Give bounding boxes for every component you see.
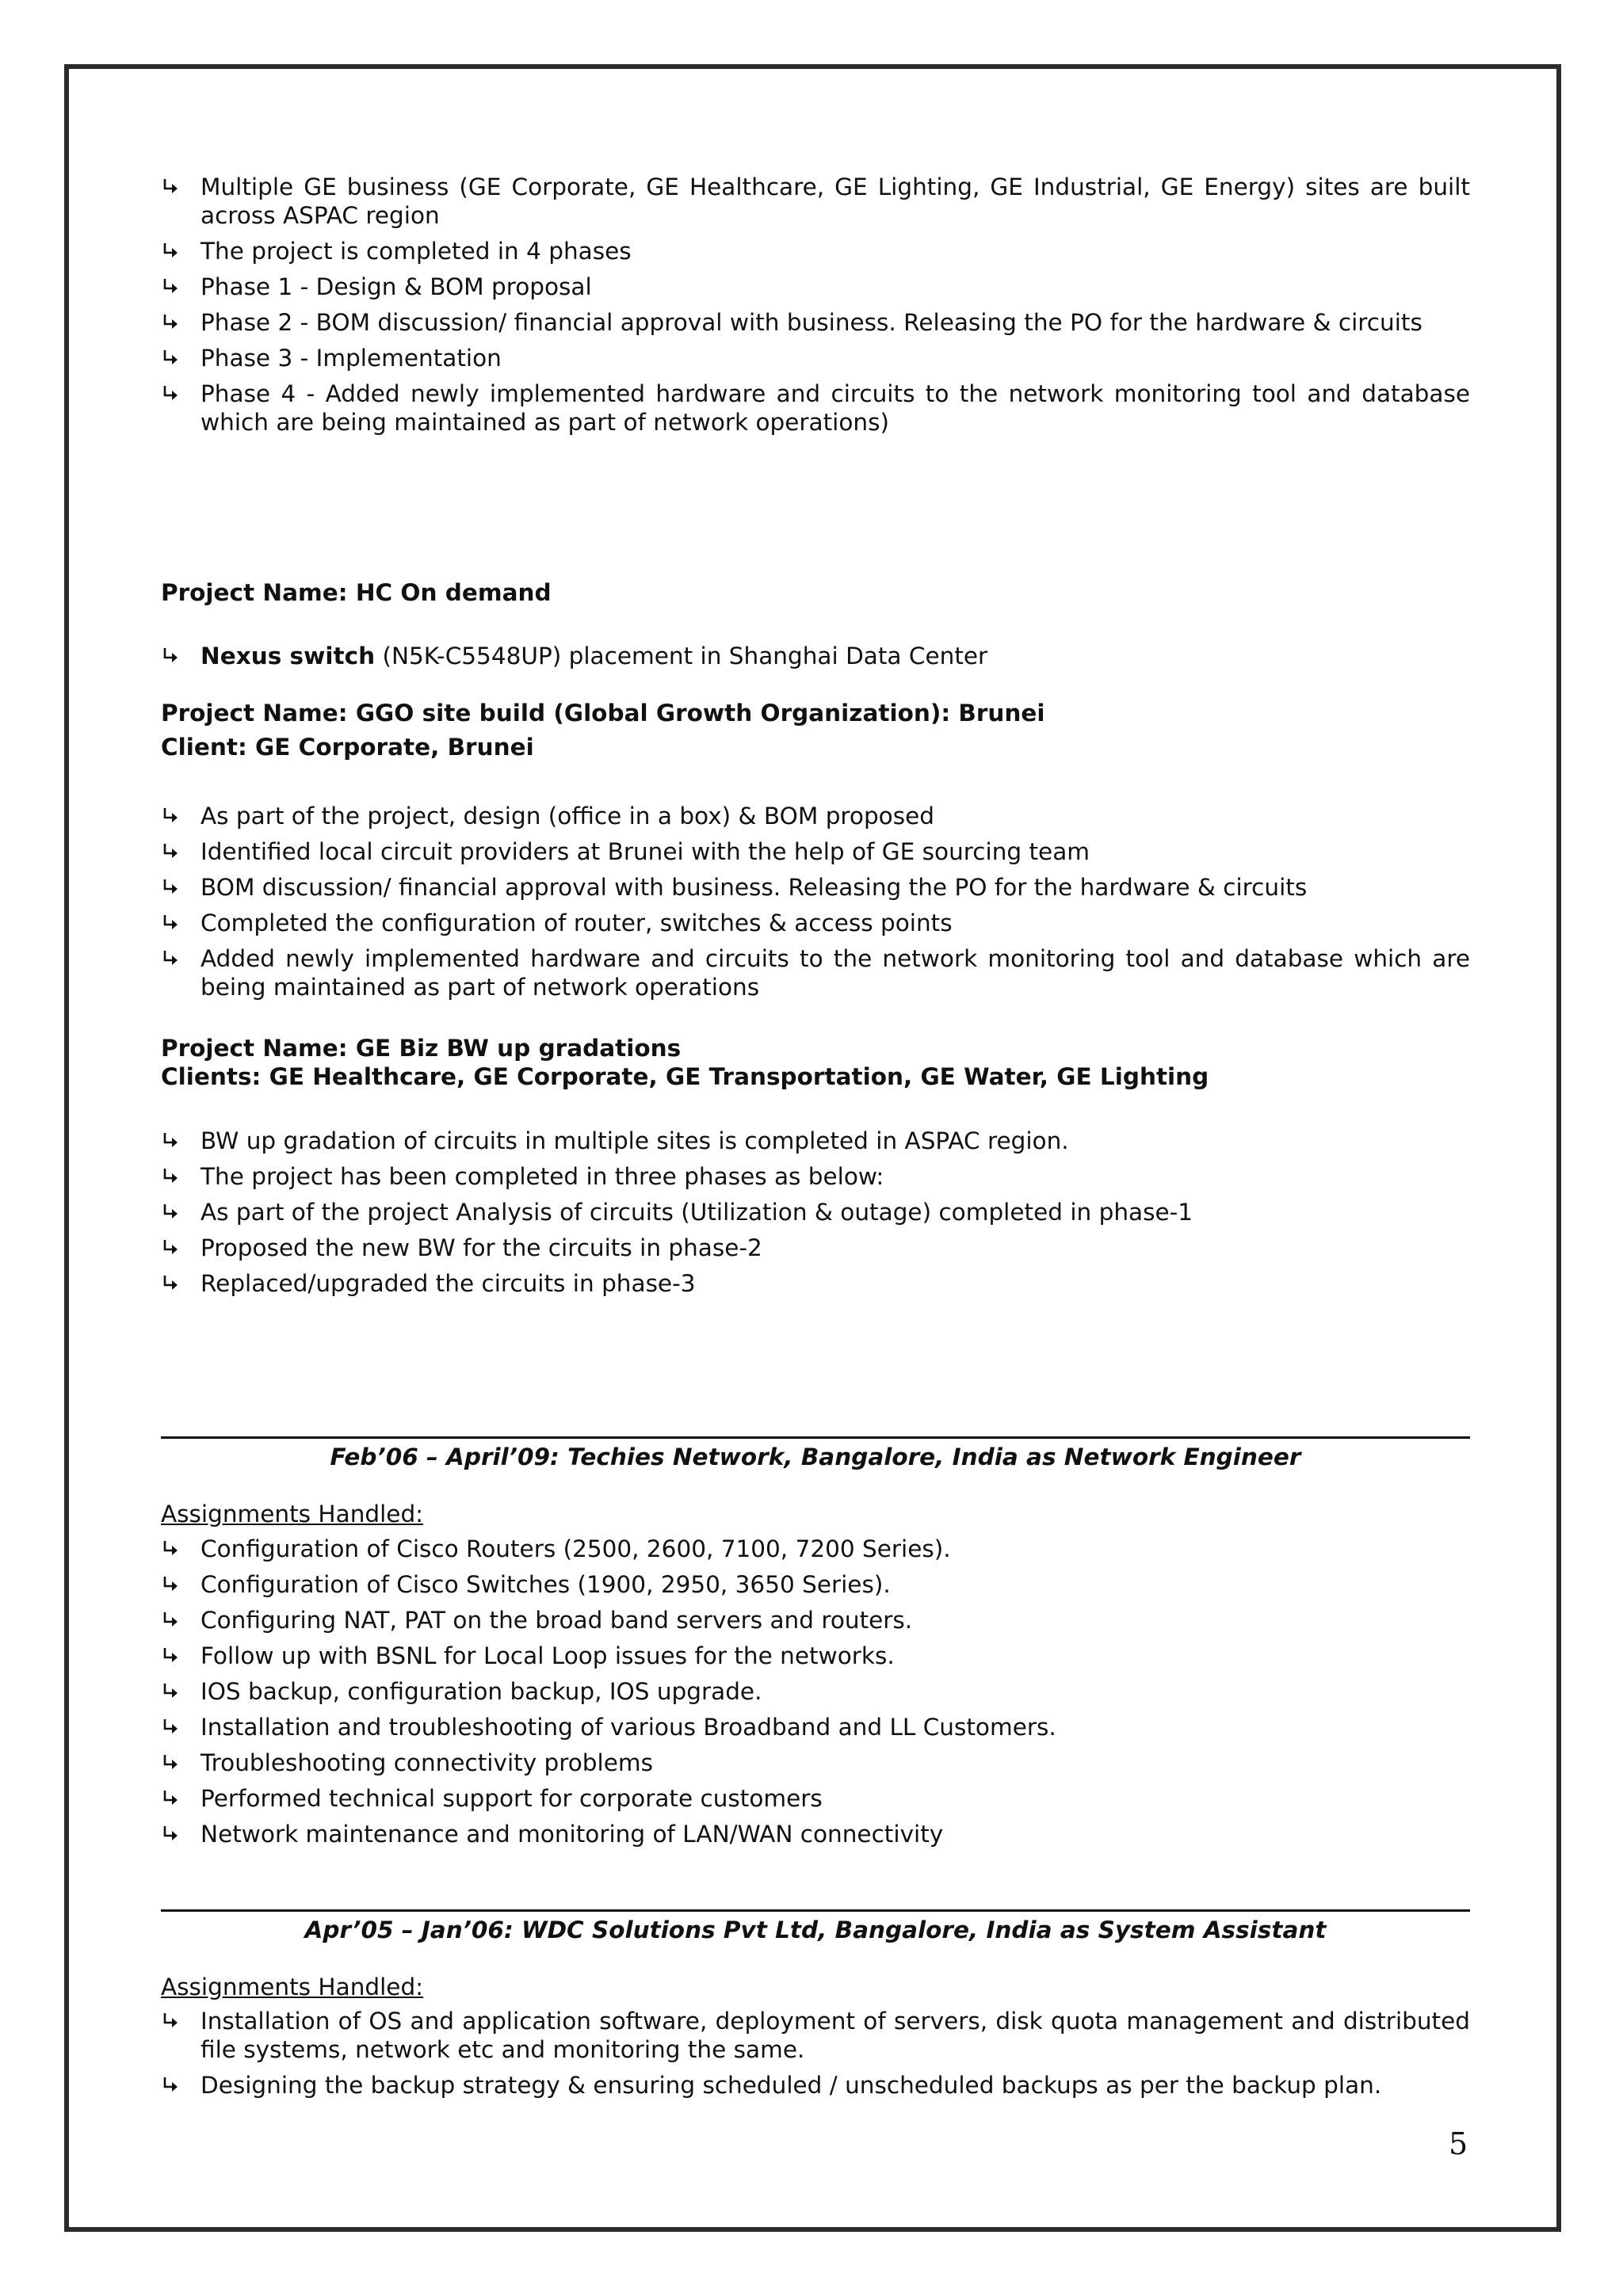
down-right-arrow-icon [161, 384, 180, 403]
project-hc-bullet-list [161, 642, 1470, 677]
down-right-arrow-icon [161, 1718, 180, 1737]
list-item: Installation and troubleshooting of various Broadband and LL Customers. [161, 1713, 1470, 1741]
wdc-bullet-list [161, 2007, 1470, 2107]
down-right-arrow-icon [161, 1825, 180, 1844]
bold-term: Nexus switch [200, 643, 376, 669]
list-item: Completed the configuration of router, switches & access points [161, 909, 1470, 937]
list-item: Installation of OS and application software, deployment of servers, disk quota management and distributed file systems, network etc and monitoring the same. [161, 2007, 1470, 2064]
down-right-arrow-icon [161, 177, 180, 196]
list-item: Network maintenance and monitoring of LAN/WAN connectivity [161, 1820, 1470, 1848]
list-item: Phase 4 - Added newly implemented hardware and circuits to the network monitoring tool and database which are being maintained as part of network operations) [161, 379, 1470, 437]
list-item: Configuration of Cisco Routers (2500, 2600, 7100, 7200 Series). [161, 1535, 1470, 1563]
techies-bullet-list [161, 1535, 1470, 1855]
list-item: Performed technical support for corporate customers [161, 1784, 1470, 1813]
list-item: Designing the backup strategy & ensuring scheduled / unscheduled backups as per the backup plan. [161, 2071, 1470, 2100]
down-right-arrow-icon [161, 1753, 180, 1772]
down-right-arrow-icon [161, 1274, 180, 1293]
down-right-arrow-icon [161, 242, 180, 261]
project-bw-bullet-list [161, 1127, 1470, 1305]
list-item: Multiple GE business (GE Corporate, GE Healthcare, GE Lighting, GE Industrial, GE Energy) sites are built across ASPAC region [161, 173, 1470, 230]
list-item: Proposed the new BW for the circuits in phase-2 [161, 1234, 1470, 1262]
down-right-arrow-icon [161, 313, 180, 332]
down-right-arrow-icon [161, 1789, 180, 1808]
list-item: As part of the project, design (office in a box) & BOM proposed [161, 802, 1470, 830]
section-divider [161, 1909, 1470, 1912]
page-number: 5 [1449, 2126, 1468, 2161]
down-right-arrow-icon [161, 1131, 180, 1150]
down-right-arrow-icon [161, 1646, 180, 1665]
down-right-arrow-icon [161, 1167, 180, 1186]
list-item: Nexus switch (N5K-C5548UP) placement in Shanghai Data Center [161, 642, 1470, 670]
list-item: IOS backup, configuration backup, IOS upgrade. [161, 1677, 1470, 1706]
list-item: As part of the project Analysis of circuits (Utilization & outage) completed in phase-1 [161, 1198, 1470, 1226]
down-right-arrow-icon [161, 1238, 180, 1257]
project-heading: Project Name: HC On demand [161, 579, 552, 606]
employment-title: Apr’05 – Jan’06: WDC Solutions Pvt Ltd, Bangalore, India as System Assistant [304, 1917, 1327, 1943]
employment-title: Feb’06 – April’09: Techies Network, Bangalore, India as Network Engineer [330, 1444, 1301, 1470]
list-item: Phase 2 - BOM discussion/ financial approval with business. Releasing the PO for the hardware & circuits [161, 308, 1470, 337]
down-right-arrow-icon [161, 807, 180, 826]
list-item: Phase 1 - Design & BOM proposal [161, 273, 1470, 301]
down-right-arrow-icon [161, 1682, 180, 1701]
list-item: Troubleshooting connectivity problems [161, 1749, 1470, 1777]
project-heading: Project Name: GE Biz BW up gradations [161, 1035, 682, 1062]
list-item: BOM discussion/ financial approval with business. Releasing the PO for the hardware & circuits [161, 873, 1470, 902]
down-right-arrow-icon [161, 2076, 180, 2095]
down-right-arrow-icon [161, 1539, 180, 1558]
list-item: Replaced/upgraded the circuits in phase-3 [161, 1269, 1470, 1298]
list-item: Configuring NAT, PAT on the broad band servers and routers. [161, 1606, 1470, 1634]
assignments-label: Assignments Handled: [161, 1501, 424, 1527]
down-right-arrow-icon [161, 949, 180, 968]
list-item: The project is completed in 4 phases [161, 237, 1470, 265]
list-item: Added newly implemented hardware and circuits to the network monitoring tool and database which are being maintained as part of network operations [161, 944, 1470, 1001]
project-client: Client: GE Corporate, Brunei [161, 734, 534, 761]
down-right-arrow-icon [161, 913, 180, 933]
down-right-arrow-icon [161, 646, 180, 666]
list-item: Phase 3 - Implementation [161, 344, 1470, 372]
assignments-label: Assignments Handled: [161, 1974, 424, 2000]
list-item: BW up gradation of circuits in multiple sites is completed in ASPAC region. [161, 1127, 1470, 1155]
down-right-arrow-icon [161, 2012, 180, 2031]
down-right-arrow-icon [161, 842, 180, 861]
down-right-arrow-icon [161, 277, 180, 296]
project-ggo-bullet-list [161, 802, 1470, 1009]
list-item: Identified local circuit providers at Brunei with the help of GE sourcing team [161, 837, 1470, 866]
down-right-arrow-icon [161, 349, 180, 368]
list-item: The project has been completed in three phases as below: [161, 1162, 1470, 1191]
intro-bullet-list [161, 173, 1470, 444]
project-clients: Clients: GE Healthcare, GE Corporate, GE Transportation, GE Water, GE Lighting [161, 1063, 1209, 1090]
list-item: Configuration of Cisco Switches (1900, 2950, 3650 Series). [161, 1570, 1470, 1599]
down-right-arrow-icon [161, 1575, 180, 1594]
section-divider [161, 1436, 1470, 1439]
down-right-arrow-icon [161, 1611, 180, 1630]
down-right-arrow-icon [161, 1203, 180, 1222]
down-right-arrow-icon [161, 878, 180, 897]
project-heading: Project Name: GGO site build (Global Growth Organization): Brunei [161, 700, 1045, 727]
list-item: Follow up with BSNL for Local Loop issues for the networks. [161, 1642, 1470, 1670]
